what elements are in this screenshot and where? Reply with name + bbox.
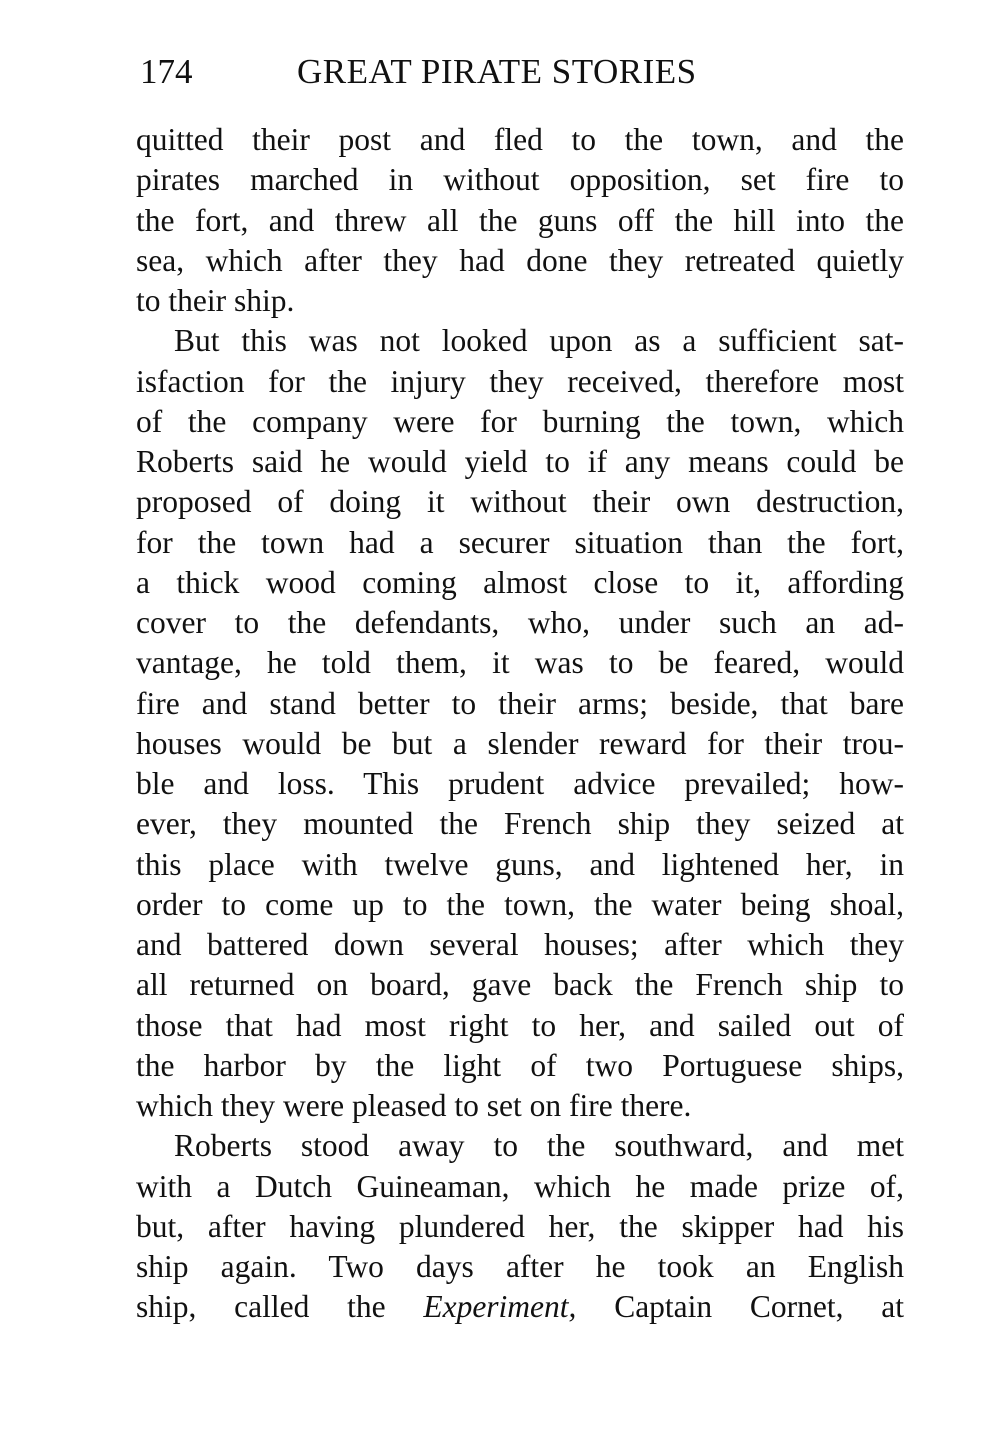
text-fragment: Captain Cornet, at bbox=[614, 1289, 905, 1325]
text-line: with a Dutch Guineaman, which he made prize of, bbox=[136, 1168, 904, 1204]
text-line: to their ship. bbox=[136, 283, 295, 318]
text-line: which they were pleased to set on fire there. bbox=[136, 1088, 692, 1123]
text-line: But this was not looked upon as a sufficient sat- bbox=[174, 323, 904, 359]
text-line: but, after having plundered her, the skipper had his bbox=[136, 1208, 904, 1244]
text-line: ever, they mounted the French ship they seized at bbox=[136, 806, 904, 842]
text-line: of the company were for burning the town, which bbox=[136, 403, 904, 439]
text-line: vantage, he told them, it was to be feared, would bbox=[136, 645, 904, 681]
text-line: Roberts stood away to the southward, and met bbox=[174, 1128, 904, 1164]
text-line: ship again. Two days after he took an English bbox=[136, 1249, 904, 1284]
text-line: this place with twelve guns, and lightened her, in bbox=[136, 846, 904, 882]
paragraph-1 bbox=[136, 120, 904, 321]
text-line: the harbor by the light of two Portuguese ships, bbox=[136, 1047, 904, 1083]
text-line: houses would be but a slender reward for their trou- bbox=[136, 725, 904, 761]
paragraph-3 bbox=[136, 1126, 904, 1327]
text-fragment: ship, called the bbox=[136, 1289, 386, 1325]
text-line: for the town had a securer situation than the fort, bbox=[136, 524, 904, 560]
text-line: a thick wood coming almost close to it, affording bbox=[136, 564, 904, 600]
page-number: 174 bbox=[140, 52, 193, 91]
body-text bbox=[136, 120, 904, 1328]
running-head: GREAT PIRATE STORIES bbox=[297, 52, 697, 91]
text-line: pirates marched in without opposition, set fire to bbox=[136, 162, 904, 198]
text-line-with-ship-name bbox=[136, 1287, 904, 1327]
text-line: cover to the defendants, who, under such an ad- bbox=[136, 605, 904, 640]
text-line: the fort, and threw all the guns off the hill into the bbox=[136, 202, 904, 238]
text-line: and battered down several houses; after which they bbox=[136, 927, 904, 962]
text-line: proposed of doing it without their own destruction, bbox=[136, 484, 904, 520]
text-line: isfaction for the injury they received, therefore most bbox=[136, 363, 904, 399]
text-line: order to come up to the town, the water being shoal, bbox=[136, 886, 904, 922]
text-line: quitted their post and fled to the town, and the bbox=[136, 122, 904, 157]
paragraph-2 bbox=[136, 321, 904, 1126]
ship-name-italic: Experiment, bbox=[423, 1289, 577, 1325]
text-line: sea, which after they had done they retreated quietly bbox=[136, 242, 904, 278]
text-line: Roberts said he would yield to if any means could be bbox=[136, 444, 904, 479]
text-line: those that had most right to her, and sailed out of bbox=[136, 1007, 904, 1043]
text-line: all returned on board, gave back the French ship to bbox=[136, 967, 904, 1003]
page-header bbox=[140, 50, 900, 94]
text-line: fire and stand better to their arms; beside, that bare bbox=[136, 685, 904, 721]
text-line: ble and loss. This prudent advice prevailed; how- bbox=[136, 766, 904, 801]
